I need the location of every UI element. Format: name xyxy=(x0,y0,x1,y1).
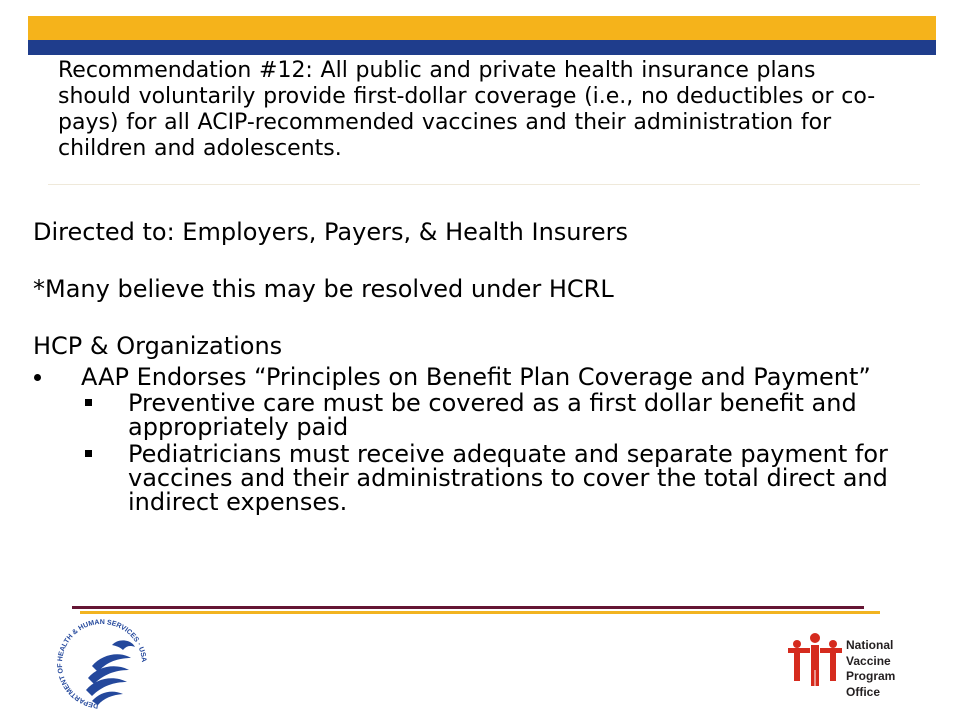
eagle-head-shape xyxy=(112,640,135,650)
recommendation-line: pays) for all ACIP-recommended vaccines and their administration for xyxy=(58,110,832,135)
person-head-left xyxy=(793,640,801,648)
sub-bullet-line: Preventive care must be covered as a first dollar benefit and xyxy=(128,389,857,417)
nvpo-logo-line: Office xyxy=(846,684,881,699)
person-body-right xyxy=(830,653,836,681)
sub-bullet-marker xyxy=(85,399,92,406)
person-arms-right xyxy=(820,648,842,653)
sub-bullet-line: vaccines and their administrations to cover the total direct and xyxy=(128,464,888,492)
header-gold-bar xyxy=(28,16,936,40)
hhs-seal-text-path: DEPARTMENT OF HEALTH & HUMAN SERVICES · USA xyxy=(56,618,148,709)
bullet-aap-endorses: AAP Endorses “Principles on Benefit Plan Coverage and Payment” xyxy=(81,363,871,391)
nvpo-logo-line: Vaccine xyxy=(846,653,891,668)
sub-bullet-line: indirect expenses. xyxy=(128,488,348,516)
footer-gold-rule xyxy=(80,611,880,614)
sub-bullet-pediatricians-payment xyxy=(128,442,888,514)
sub-bullet-preventive-care xyxy=(128,391,857,439)
bullet-marker xyxy=(34,374,41,381)
sub-bullet-marker xyxy=(85,450,92,457)
sub-bullet-line: Pediatricians must receive adequate and separate payment for xyxy=(128,440,888,468)
person-body-left xyxy=(794,653,800,681)
person-head-center xyxy=(810,633,820,643)
sub-bullet-line: appropriately paid xyxy=(128,413,349,441)
section-heading: HCP & Organizations xyxy=(33,332,283,360)
header-blue-bar xyxy=(28,40,936,55)
nvpo-logo-line: Program xyxy=(846,669,896,683)
recommendation-line: children and adolescents. xyxy=(58,136,342,161)
person-head-right xyxy=(829,640,837,648)
hcrl-note-text: *Many believe this may be resolved under HCRL xyxy=(33,275,614,303)
directed-to-text: Directed to: Employers, Payers, & Health Insurers xyxy=(33,218,628,246)
hhs-eagle-icon xyxy=(86,640,135,705)
recommendation-divider xyxy=(48,184,920,185)
recommendation-text xyxy=(58,58,875,162)
eagle-tail-shape xyxy=(92,692,123,705)
person-arms-left xyxy=(788,648,810,653)
recommendation-line: Recommendation #12: All public and private health insurance plans xyxy=(58,58,816,83)
nvpo-logo-text xyxy=(846,638,895,700)
nvpo-people-icon xyxy=(788,632,842,688)
person-legs-split xyxy=(815,670,816,686)
hhs-seal-icon xyxy=(52,614,152,714)
nvpo-logo-line: National xyxy=(846,638,894,652)
footer-maroon-rule xyxy=(72,606,864,609)
recommendation-line: should voluntarily provide first-dollar coverage (i.e., no deductibles or co- xyxy=(58,84,876,109)
